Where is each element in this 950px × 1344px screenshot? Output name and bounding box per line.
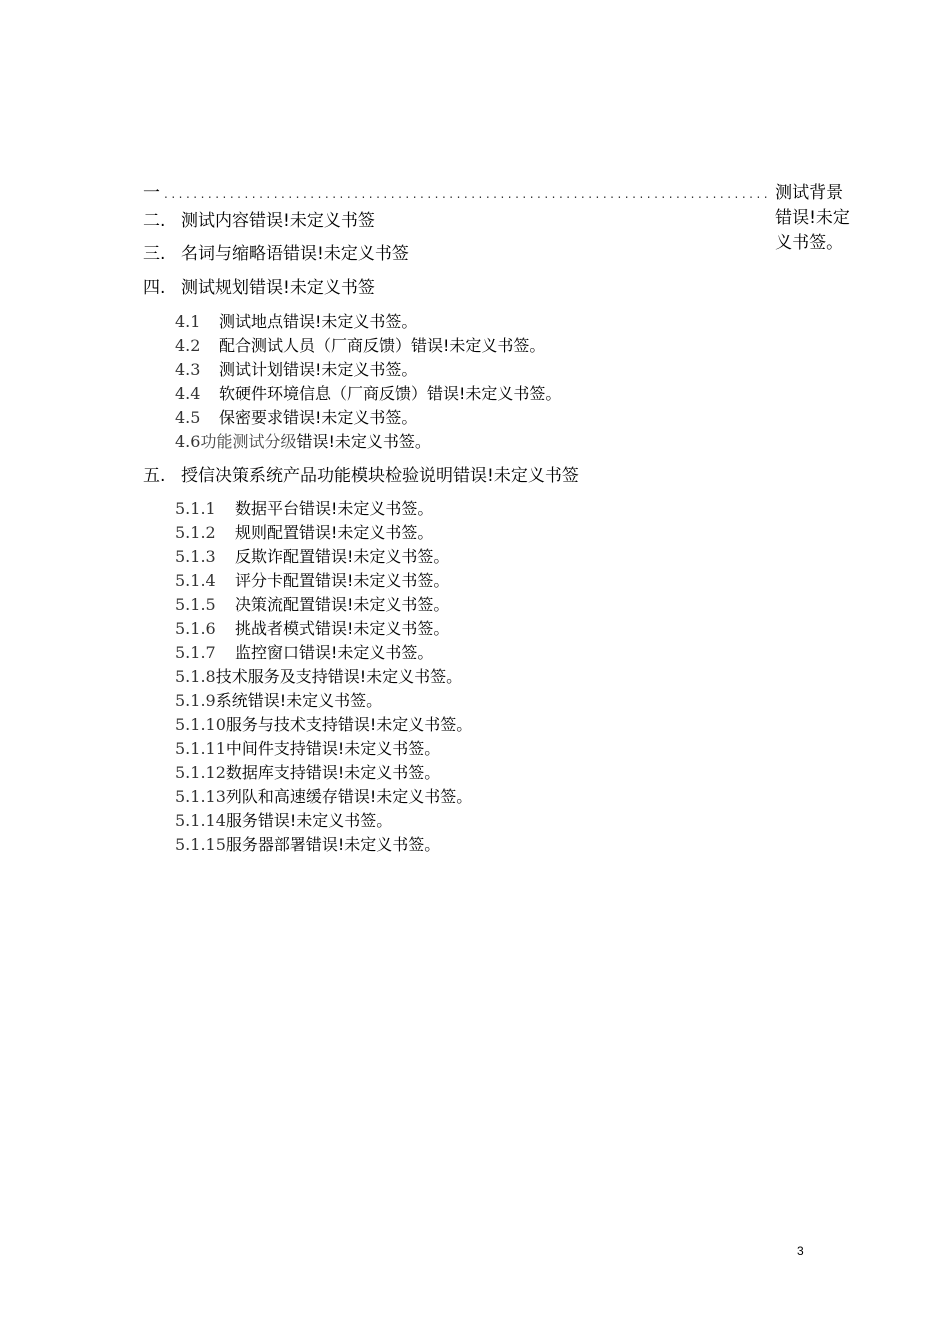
toc-entry-4[interactable] bbox=[143, 280, 375, 297]
toc-entry-title: 列队和高速缓存错误!未定义书签。 bbox=[225, 787, 473, 806]
toc-entry-number: 4.1 bbox=[175, 312, 201, 331]
toc-entry-number: 5.1.11 bbox=[175, 739, 226, 758]
toc-entry-title: 系统错误!未定义书签。 bbox=[215, 691, 383, 710]
toc-entry-number: 4.2 bbox=[175, 336, 201, 355]
page-number: 3 bbox=[797, 1244, 804, 1258]
toc-entry-4-2[interactable] bbox=[175, 338, 545, 354]
toc-entry-5-1-3[interactable] bbox=[175, 549, 449, 565]
toc-entry-title: 数据库支持错误!未定义书签。 bbox=[225, 763, 441, 782]
toc-entry-title: 测试计划错误!未定义书签。 bbox=[219, 360, 418, 379]
toc-entry-title: 评分卡配置错误!未定义书签。 bbox=[235, 571, 450, 590]
toc-entry-number: 5.1.4 bbox=[175, 571, 216, 590]
toc-entry-title: 测试背景错误!未定义书签。 bbox=[775, 183, 850, 253]
toc-entry-title: 数据平台错误!未定义书签。 bbox=[235, 499, 434, 518]
toc-entry-number: 5.1.12 bbox=[175, 763, 226, 782]
toc-entry-number: 4.5 bbox=[175, 408, 201, 427]
toc-leader-dots: ................................................................................... bbox=[164, 187, 772, 201]
toc-entry-title: 测试规划错误!未定义书签 bbox=[181, 278, 375, 298]
toc-entry-number: 5.1.6 bbox=[175, 619, 216, 638]
toc-entry-4-6[interactable] bbox=[175, 434, 431, 450]
toc-entry-title: 规则配置错误!未定义书签。 bbox=[235, 523, 434, 542]
toc-entry-5-1-8[interactable] bbox=[175, 669, 462, 685]
toc-entry-number: 5.1.2 bbox=[175, 523, 216, 542]
toc-entry-number: 一 bbox=[143, 183, 160, 203]
toc-entry-title-light: 功能测试分级 bbox=[200, 432, 297, 451]
toc-entry-4-5[interactable] bbox=[175, 410, 417, 426]
toc-entry-title: 服务错误!未定义书签。 bbox=[225, 811, 393, 830]
toc-entry-2[interactable] bbox=[143, 213, 375, 230]
toc-entry-number: 5.1.15 bbox=[175, 835, 226, 854]
toc-entry-title: 服务与技术支持错误!未定义书签。 bbox=[225, 715, 473, 734]
toc-entry-title: 服务器部署错误!未定义书签。 bbox=[225, 835, 441, 854]
toc-entry-title: 错误!未定义书签。 bbox=[296, 432, 431, 451]
toc-entry-5-1-1[interactable] bbox=[175, 501, 433, 517]
toc-entry-number: 5.1.9 bbox=[175, 691, 216, 710]
toc-entry-title: 名词与缩略语错误!未定义书签 bbox=[181, 244, 409, 264]
toc-entry-5-1-5[interactable] bbox=[175, 597, 449, 613]
toc-entry-title: 配合测试人员（厂商反馈）错误!未定义书签。 bbox=[219, 336, 546, 355]
toc-entry-number: 5.1.3 bbox=[175, 547, 216, 566]
toc-entry-title: 中间件支持错误!未定义书签。 bbox=[225, 739, 441, 758]
toc-entry-number: 五. bbox=[143, 466, 166, 486]
toc-entry-5-1-9[interactable] bbox=[175, 693, 382, 709]
toc-entry-5[interactable] bbox=[143, 468, 579, 485]
toc-entry-number: 4.6 bbox=[175, 432, 201, 451]
toc-entry-5-1-13[interactable] bbox=[175, 789, 472, 805]
toc-entry-number: 5.1.13 bbox=[175, 787, 226, 806]
toc-entry-title: 保密要求错误!未定义书签。 bbox=[219, 408, 418, 427]
toc-entry-number: 4.3 bbox=[175, 360, 201, 379]
toc-entry-title: 授信决策系统产品功能模块检验说明错误!未定义书签 bbox=[181, 466, 579, 486]
toc-entry-4-3[interactable] bbox=[175, 362, 417, 378]
toc-entry-5-1-11[interactable] bbox=[175, 741, 440, 757]
toc-entry-number: 二. bbox=[143, 211, 166, 231]
toc-entry-title: 决策流配置错误!未定义书签。 bbox=[235, 595, 450, 614]
toc-entry-title: 技术服务及支持错误!未定义书签。 bbox=[215, 667, 463, 686]
toc-entry-5-1-4[interactable] bbox=[175, 573, 449, 589]
toc-entry-5-1-10[interactable] bbox=[175, 717, 472, 733]
toc-entry-number: 四. bbox=[143, 278, 166, 298]
toc-entry-number: 5.1.10 bbox=[175, 715, 226, 734]
toc-entry-3[interactable] bbox=[143, 246, 409, 263]
toc-entry-number: 5.1.8 bbox=[175, 667, 216, 686]
toc-entry-5-1-6[interactable] bbox=[175, 621, 449, 637]
toc-entry-number: 5.1.7 bbox=[175, 643, 216, 662]
toc-entry-number: 5.1.5 bbox=[175, 595, 216, 614]
toc-entry-number: 三. bbox=[143, 244, 166, 264]
toc-entry-4-4[interactable] bbox=[175, 386, 561, 402]
toc-entry-4-1[interactable] bbox=[175, 314, 417, 330]
toc-entry-title: 软硬件环境信息（厂商反馈）错误!未定义书签。 bbox=[219, 384, 562, 403]
toc-entry-5-1-2[interactable] bbox=[175, 525, 433, 541]
toc-entry-5-1-12[interactable] bbox=[175, 765, 440, 781]
toc-entry-title: 测试地点错误!未定义书签。 bbox=[219, 312, 418, 331]
toc-entry-title: 挑战者模式错误!未定义书签。 bbox=[235, 619, 450, 638]
toc-entry-5-1-7[interactable] bbox=[175, 645, 433, 661]
toc-entry-title: 测试内容错误!未定义书签 bbox=[181, 211, 375, 231]
toc-entry-title: 反欺诈配置错误!未定义书签。 bbox=[235, 547, 450, 566]
toc-entry-title: 监控窗口错误!未定义书签。 bbox=[235, 643, 434, 662]
toc-entry-5-1-15[interactable] bbox=[175, 837, 440, 853]
toc-entry-5-1-14[interactable] bbox=[175, 813, 392, 829]
toc-entry-number: 4.4 bbox=[175, 384, 201, 403]
toc-entry-number: 5.1.14 bbox=[175, 811, 226, 830]
toc-entry-number: 5.1.1 bbox=[175, 499, 216, 518]
